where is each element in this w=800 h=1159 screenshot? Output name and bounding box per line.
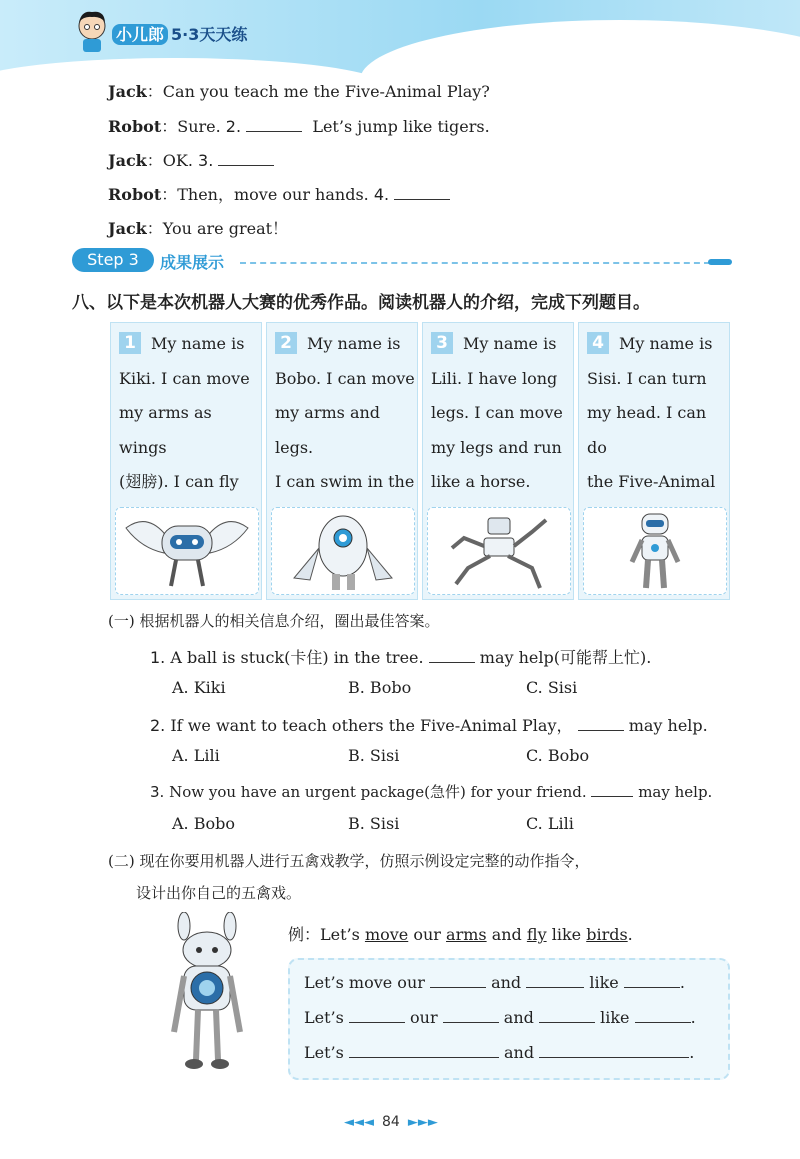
step-divider	[240, 262, 710, 264]
option-c[interactable]: C. Lili	[526, 814, 574, 833]
card-number: 1	[119, 332, 141, 354]
page-number	[344, 1114, 438, 1130]
step-badge: Step 3	[72, 248, 154, 272]
robot-image	[115, 507, 259, 595]
answer-blank[interactable]	[624, 973, 680, 988]
robot-card-kiki	[110, 322, 262, 600]
card-text: 4 My name is Sisi. I can turn my head. I can do the Five-Animal	[587, 333, 716, 491]
answer-line-1: Let’s move our and like .	[304, 973, 685, 992]
answer-blank[interactable]	[429, 648, 475, 663]
option-b[interactable]: B. Sisi	[348, 814, 400, 833]
option-c[interactable]: C. Bobo	[526, 746, 590, 765]
dialogue-line: Robot：Then，move our hands. 4.	[108, 182, 450, 205]
card-number: 2	[275, 332, 297, 354]
robot-image	[271, 507, 415, 595]
robot-image	[583, 507, 727, 595]
winged-robot-icon	[116, 508, 258, 594]
answer-blank[interactable]	[349, 1043, 499, 1058]
option-b[interactable]: B. Bobo	[348, 678, 412, 697]
answer-blank[interactable]	[246, 117, 302, 132]
teaching-robot-icon	[166, 912, 248, 1072]
arrows-left-icon: ◄◄◄	[344, 1115, 374, 1130]
answer-blank[interactable]	[443, 1008, 499, 1023]
card-text: 1 My name is Kiki. I can move my arms as wings (翅膀). I can fly	[119, 333, 250, 491]
card-text: 3 My name is Lili. I have long legs. I can move my legs and run like a horse.	[431, 333, 563, 491]
option-a[interactable]: A. Lili	[172, 746, 220, 765]
part2-instruction-cont: 设计出你自己的五禽戏。	[136, 884, 302, 902]
option-c[interactable]: C. Sisi	[526, 678, 578, 697]
answer-blank[interactable]	[539, 1043, 689, 1058]
part2-instruction: (二) 现在你要用机器人进行五禽戏教学，仿照示例设定完整的动作指令，	[108, 852, 590, 870]
answer-blank[interactable]	[591, 782, 633, 797]
humanoid-robot-icon	[584, 508, 726, 594]
answer-blank[interactable]	[578, 716, 624, 731]
dialogue-line: Robot：Sure. 2. Let’s jump like tigers.	[108, 117, 490, 136]
answer-blank[interactable]	[526, 973, 584, 988]
robot-card-sisi	[578, 322, 730, 600]
mcq-question-1: 1. A ball is stuck(卡住) in the tree. may help(可能帮上忙).	[150, 648, 652, 667]
robot-image	[427, 507, 571, 595]
question-8-heading: 八、以下是本次机器人大赛的优秀作品。阅读机器人的介绍，完成下列题目。	[72, 293, 650, 313]
answer-blank[interactable]	[349, 1008, 405, 1023]
mcq-question-3: 3. Now you have an urgent package(急件) for your friend. may help.	[150, 783, 713, 801]
brand-title	[112, 22, 247, 45]
dialogue-line: Jack：Can you teach me the Five-Animal Play?	[108, 82, 490, 101]
answer-blank[interactable]	[394, 185, 450, 200]
swimming-robot-icon	[272, 508, 414, 594]
arrows-right-icon: ►►►	[407, 1115, 438, 1130]
answer-blank[interactable]	[635, 1008, 691, 1023]
part1-instruction: (一) 根据机器人的相关信息介绍，圈出最佳答案。	[108, 612, 440, 630]
step-title: 成果展示	[160, 253, 225, 272]
option-a[interactable]: A. Kiki	[172, 678, 226, 697]
running-robot-icon	[428, 508, 570, 594]
example-sentence: 例：Let’s move our arms and fly like birds.	[288, 925, 633, 944]
answer-blank[interactable]	[218, 151, 274, 166]
mcq-question-2: 2. If we want to teach others the Five-Animal Play， may help.	[150, 716, 708, 735]
card-number: 4	[587, 332, 609, 354]
card-number: 3	[431, 332, 453, 354]
brand-series: 5·3天天练	[171, 25, 248, 44]
card-text: 2 My name is Bobo. I can move my arms and legs. I can swim in the	[275, 333, 415, 491]
page-number-value: 84	[382, 1114, 400, 1130]
dialogue-line: Jack：You are great！	[108, 219, 289, 238]
option-a[interactable]: A. Bobo	[172, 814, 235, 833]
answer-line-2: Let’s our and like .	[304, 1008, 696, 1027]
dialogue-line: Jack：OK. 3.	[108, 148, 274, 171]
robot-card-lili	[422, 322, 574, 600]
answer-blank[interactable]	[539, 1008, 595, 1023]
answer-blank[interactable]	[430, 973, 486, 988]
step-divider-end	[708, 259, 732, 265]
mascot-icon	[74, 8, 110, 54]
answer-line-3: Let’s and .	[304, 1043, 695, 1062]
robot-card-bobo	[266, 322, 418, 600]
option-b[interactable]: B. Sisi	[348, 746, 400, 765]
brand-logo-text: 小儿郎	[112, 24, 168, 45]
